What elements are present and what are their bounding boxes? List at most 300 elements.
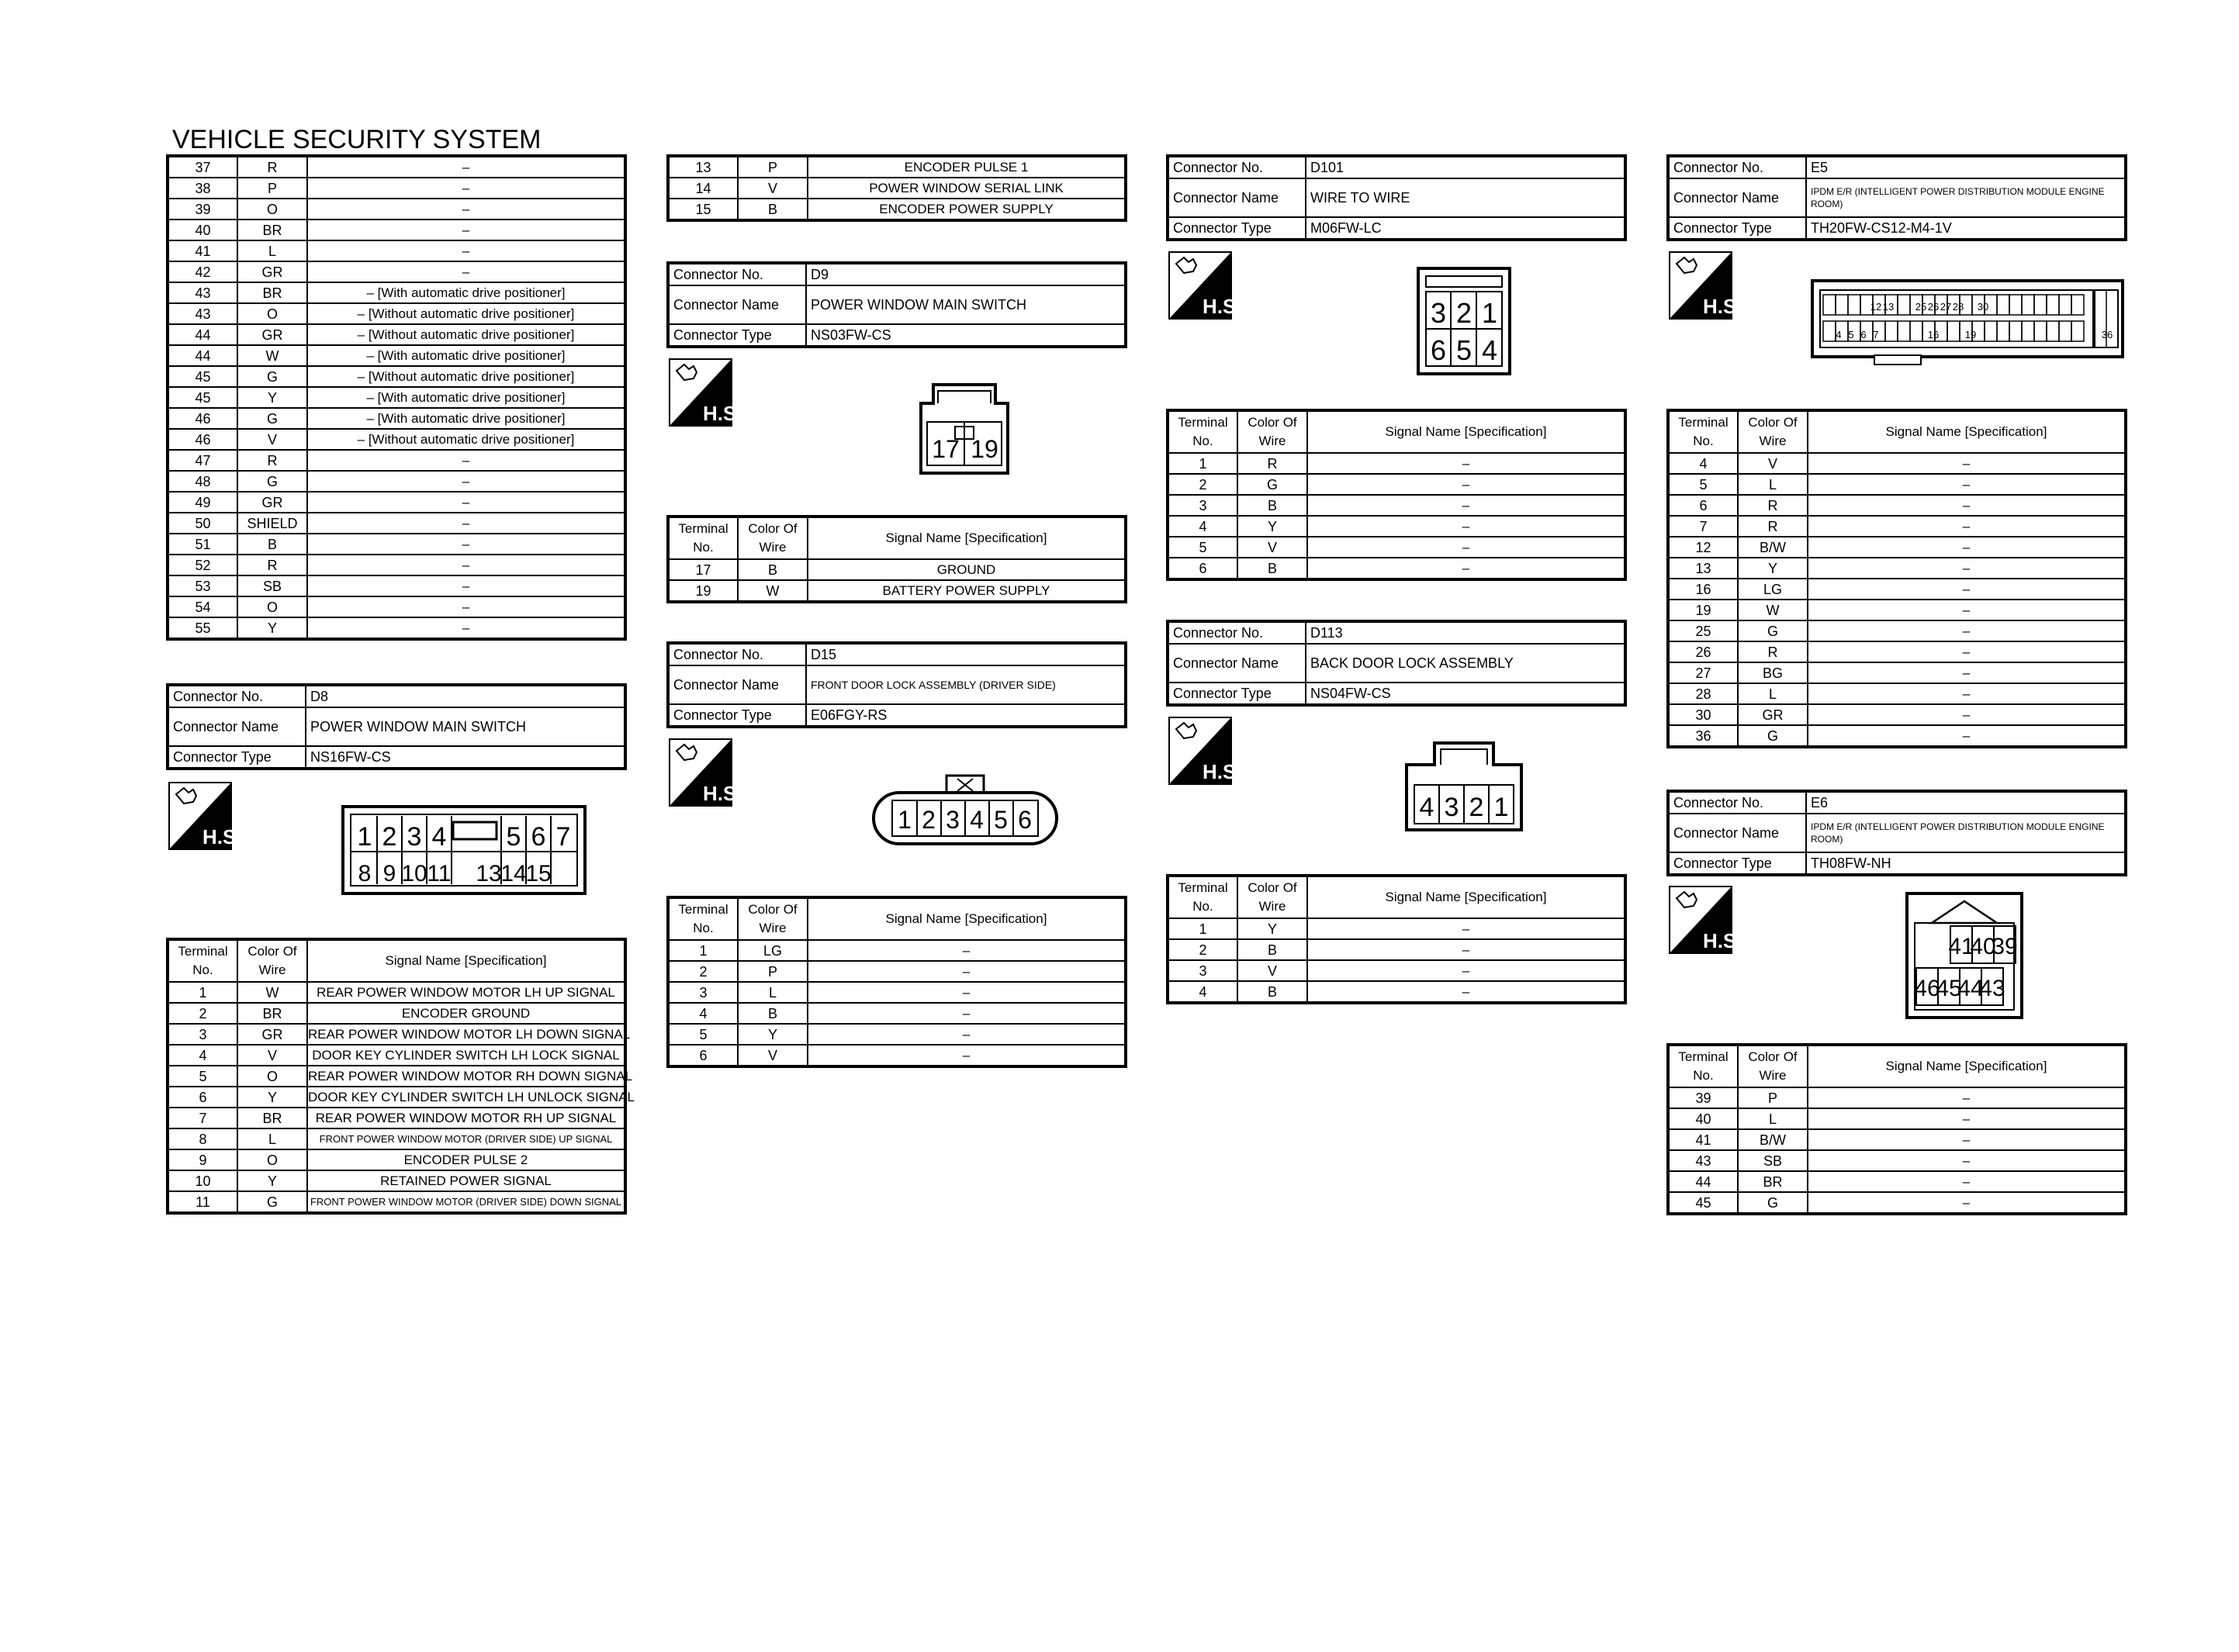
- color-cell: BR: [1738, 1171, 1808, 1192]
- terminal-cell: 25: [1668, 620, 1738, 641]
- color-cell: B: [738, 1003, 808, 1024]
- pin-label: 3: [1444, 793, 1459, 822]
- color-cell: L: [1738, 1108, 1808, 1129]
- pin-label: 4: [1419, 793, 1434, 822]
- pin-label: 2: [922, 806, 936, 834]
- color-cell: GR: [237, 1024, 307, 1045]
- signal-cell: – [Without automatic drive positioner]: [307, 429, 625, 450]
- connector-type-label: Connector Type: [1668, 852, 1806, 875]
- color-cell: G: [1738, 1192, 1808, 1214]
- table-row: [1168, 516, 1625, 537]
- table-row: [168, 450, 625, 471]
- signal-cell: –: [1307, 474, 1625, 495]
- col-color: Color Of Wire: [738, 517, 808, 559]
- connector-info-d9: [666, 261, 1127, 348]
- connector-name-value: IPDM E/R (INTELLIGENT POWER DISTRIBUTION MODULE ENGINE ROOM): [1806, 814, 2126, 852]
- pin-label: 3: [946, 806, 960, 834]
- table-row: [168, 1087, 625, 1108]
- pin-label: 36: [2101, 329, 2113, 340]
- connector-type-label: Connector Type: [1168, 683, 1306, 705]
- table-row: [668, 178, 1126, 199]
- connector-type-value: E06FGY-RS: [806, 704, 1126, 727]
- terminal-cell: 38: [168, 178, 237, 199]
- terminal-cell: 13: [668, 156, 738, 178]
- hs-label: H.S.: [202, 825, 242, 848]
- signal-cell: –: [808, 1003, 1126, 1024]
- connector-type-label: Connector Type: [668, 324, 806, 347]
- col-color: Color Of Wire: [1237, 876, 1307, 918]
- color-cell: V: [1237, 537, 1307, 558]
- signal-cell: GROUND: [808, 559, 1126, 580]
- terminal-cell: 15: [668, 199, 738, 220]
- table-row: [668, 559, 1126, 580]
- table-row: [668, 982, 1126, 1003]
- terminal-cell: 4: [668, 1003, 738, 1024]
- color-cell: GR: [237, 324, 307, 345]
- pin-label: 46: [1914, 976, 1940, 1001]
- color-cell: L: [237, 240, 307, 261]
- connector-info-d15: [666, 641, 1127, 728]
- connector-name-value: POWER WINDOW MAIN SWITCH: [806, 285, 1126, 324]
- signal-cell: REAR POWER WINDOW MOTOR LH DOWN SIGNAL: [307, 1024, 625, 1045]
- table-row: [1668, 1129, 2126, 1150]
- color-cell: V: [237, 429, 307, 450]
- connector-name-value: IPDM E/R (INTELLIGENT POWER DISTRIBUTION MODULE ENGINE ROOM): [1806, 178, 2126, 217]
- signal-cell: –: [1307, 537, 1625, 558]
- connector-diagram-d8: [341, 805, 587, 895]
- color-cell: R: [1738, 641, 1808, 662]
- terminal-cell: 13: [1668, 558, 1738, 579]
- signal-cell: FRONT POWER WINDOW MOTOR (DRIVER SIDE) UP SIGNAL: [307, 1128, 625, 1149]
- color-cell: G: [1237, 474, 1307, 495]
- connector-no-label: Connector No.: [1668, 156, 1806, 178]
- terminal-cell: 5: [1668, 474, 1738, 495]
- terminal-cell: 45: [1668, 1192, 1738, 1214]
- color-cell: G: [237, 366, 307, 387]
- connector-info-d113: [1166, 620, 1627, 707]
- hs-label: H.S.: [703, 782, 742, 805]
- terminal-cell: 46: [168, 429, 237, 450]
- table-row: [1168, 474, 1625, 495]
- terminal-cell: 6: [1668, 495, 1738, 516]
- connector-info-d101: [1166, 154, 1627, 241]
- pin-label: 5: [994, 806, 1008, 834]
- terminal-cell: 44: [1668, 1171, 1738, 1192]
- color-cell: L: [237, 1128, 307, 1149]
- color-cell: O: [237, 199, 307, 219]
- pin-label: 2: [382, 822, 397, 852]
- table-row: [1668, 683, 2126, 704]
- table-row: [168, 303, 625, 324]
- table-row: [168, 1024, 625, 1045]
- hs-icon: [168, 782, 242, 850]
- connector-no-value: D9: [806, 263, 1126, 285]
- signal-cell: –: [1808, 725, 2126, 747]
- connector-name-value: POWER WINDOW MAIN SWITCH: [306, 707, 625, 746]
- table-row: [168, 345, 625, 366]
- color-cell: Y: [1738, 558, 1808, 579]
- terminal-cell: 2: [168, 1003, 237, 1024]
- table-row: [168, 408, 625, 429]
- connector-name-value: FRONT DOOR LOCK ASSEMBLY (DRIVER SIDE): [806, 665, 1126, 704]
- pin-label: 8: [358, 861, 372, 886]
- table-row: [1668, 1087, 2126, 1108]
- color-cell: G: [1738, 725, 1808, 747]
- color-cell: BR: [237, 282, 307, 303]
- signal-cell: REAR POWER WINDOW MOTOR RH UP SIGNAL: [307, 1108, 625, 1128]
- signal-cell: –: [307, 471, 625, 492]
- table-row: [168, 282, 625, 303]
- signal-cell: – [With automatic drive positioner]: [307, 345, 625, 366]
- terminal-cell: 6: [668, 1045, 738, 1066]
- connector-no-label: Connector No.: [668, 643, 806, 665]
- col-terminal: Terminal No.: [1668, 1045, 1738, 1087]
- signal-cell: –: [1808, 1171, 2126, 1192]
- terminal-cell: 4: [1168, 981, 1237, 1003]
- table-row: [168, 555, 625, 575]
- color-cell: B: [237, 534, 307, 555]
- table-row: [1168, 939, 1625, 960]
- terminal-cell: 5: [168, 1066, 237, 1087]
- pin-label: 2: [1469, 793, 1484, 822]
- table-row: [168, 261, 625, 282]
- color-cell: Y: [237, 617, 307, 639]
- signal-cell: –: [307, 450, 625, 471]
- signal-cell: –: [808, 1024, 1126, 1045]
- pin-label: 39: [1992, 934, 2018, 959]
- signal-cell: –: [1808, 620, 2126, 641]
- signal-cell: –: [1307, 453, 1625, 474]
- signal-cell: –: [1808, 516, 2126, 537]
- pin-label: 6: [531, 822, 546, 852]
- hs-icon: [1168, 251, 1242, 320]
- connector-type-label: Connector Type: [168, 746, 306, 769]
- signal-cell: – [With automatic drive positioner]: [307, 282, 625, 303]
- table-row: [168, 513, 625, 534]
- connector-name-label: Connector Name: [1668, 814, 1806, 852]
- pin-label: 11: [427, 861, 452, 886]
- signal-cell: –: [1307, 918, 1625, 939]
- color-cell: Y: [237, 1087, 307, 1108]
- table-row: [168, 1066, 625, 1087]
- connector-no-value: E6: [1806, 791, 2126, 814]
- terminal-cell: 5: [1168, 537, 1237, 558]
- table-row: [168, 240, 625, 261]
- color-cell: P: [738, 156, 808, 178]
- table-row: [1668, 704, 2126, 725]
- terminal-cell: 2: [668, 961, 738, 982]
- table-row: [168, 575, 625, 596]
- color-cell: B: [738, 559, 808, 580]
- signal-cell: –: [307, 240, 625, 261]
- table-row: [168, 1045, 625, 1066]
- terminal-cell: 8: [168, 1128, 237, 1149]
- color-cell: G: [1738, 620, 1808, 641]
- terminal-cell: 9: [168, 1149, 237, 1170]
- pin-label: 1: [1481, 297, 1498, 329]
- color-cell: O: [237, 1149, 307, 1170]
- pin-label: 43: [1979, 976, 2005, 1001]
- pin-label: 13: [476, 861, 502, 886]
- pin-label: 19: [971, 435, 998, 463]
- table-row: [1668, 516, 2126, 537]
- terminal-cell: 45: [168, 387, 237, 408]
- signal-cell: –: [1808, 704, 2126, 725]
- terminal-cell: 14: [668, 178, 738, 199]
- table-row: [168, 1108, 625, 1128]
- pin-table-e6: [1666, 1043, 2127, 1215]
- table-row: [1168, 453, 1625, 474]
- signal-cell: DOOR KEY CYLINDER SWITCH LH LOCK SIGNAL: [307, 1045, 625, 1066]
- pin-label: 14: [500, 861, 527, 886]
- col-terminal: Terminal No.: [668, 897, 738, 940]
- color-cell: R: [1738, 516, 1808, 537]
- connector-no-label: Connector No.: [1168, 156, 1306, 178]
- connector-name-label: Connector Name: [1168, 178, 1306, 217]
- pin-label: 1: [357, 822, 372, 852]
- pin-label: 9: [382, 861, 396, 886]
- pin-label: 17: [932, 435, 960, 463]
- color-cell: R: [237, 450, 307, 471]
- pin-label: 7: [555, 822, 571, 852]
- signal-cell: –: [808, 1045, 1126, 1066]
- table-row: [668, 940, 1126, 961]
- terminal-cell: 54: [168, 596, 237, 617]
- signal-cell: – [With automatic drive positioner]: [307, 387, 625, 408]
- table-row: [668, 1024, 1126, 1045]
- col-color: Color Of Wire: [738, 897, 808, 940]
- pin-table-d9: [666, 515, 1127, 603]
- pin-table-continued-left: [166, 154, 627, 641]
- table-row: [668, 961, 1126, 982]
- signal-cell: –: [307, 156, 625, 178]
- signal-cell: –: [1808, 579, 2126, 600]
- table-row: [1668, 1192, 2126, 1214]
- pin-label: 1: [898, 806, 912, 834]
- table-row: [1668, 641, 2126, 662]
- terminal-cell: 12: [1668, 537, 1738, 558]
- signal-cell: – [Without automatic drive positioner]: [307, 324, 625, 345]
- color-cell: L: [738, 982, 808, 1003]
- connector-no-label: Connector No.: [1668, 791, 1806, 814]
- connector-name-label: Connector Name: [168, 707, 306, 746]
- terminal-cell: 6: [168, 1087, 237, 1108]
- pin-label: 3: [1430, 297, 1447, 329]
- table-row: [1168, 981, 1625, 1003]
- signal-cell: –: [1307, 960, 1625, 981]
- terminal-cell: 36: [1668, 725, 1738, 747]
- connector-name-label: Connector Name: [668, 285, 806, 324]
- connector-type-value: NS04FW-CS: [1306, 683, 1625, 705]
- terminal-cell: 43: [1668, 1150, 1738, 1171]
- table-row: [1668, 495, 2126, 516]
- col-terminal: Terminal No.: [668, 517, 738, 559]
- connector-info-e5: [1666, 154, 2127, 241]
- terminal-cell: 10: [168, 1170, 237, 1191]
- signal-cell: –: [307, 534, 625, 555]
- col-terminal: Terminal No.: [168, 939, 237, 982]
- terminal-cell: 43: [168, 282, 237, 303]
- terminal-cell: 44: [168, 324, 237, 345]
- pin-label: 19: [1964, 329, 1977, 340]
- color-cell: P: [1738, 1087, 1808, 1108]
- terminal-cell: 42: [168, 261, 237, 282]
- hs-icon: [669, 358, 742, 427]
- connector-diagram-d15: [872, 774, 1058, 845]
- pin-table-d101: [1166, 409, 1627, 581]
- signal-cell: – [With automatic drive positioner]: [307, 408, 625, 429]
- table-row: [1668, 1108, 2126, 1129]
- table-row: [1168, 495, 1625, 516]
- signal-cell: –: [307, 261, 625, 282]
- pin-label: 2: [1455, 297, 1472, 329]
- terminal-cell: 37: [168, 156, 237, 178]
- table-row: [1668, 1171, 2126, 1192]
- color-cell: B: [738, 199, 808, 220]
- color-cell: BG: [1738, 662, 1808, 683]
- color-cell: BR: [237, 1003, 307, 1024]
- signal-cell: –: [307, 492, 625, 513]
- signal-cell: ENCODER PULSE 2: [307, 1149, 625, 1170]
- terminal-cell: 4: [1668, 453, 1738, 474]
- table-row: [1668, 558, 2126, 579]
- signal-cell: DOOR KEY CYLINDER SWITCH LH UNLOCK SIGNAL: [307, 1087, 625, 1108]
- color-cell: B: [1237, 939, 1307, 960]
- connector-name-label: Connector Name: [668, 665, 806, 704]
- terminal-cell: 11: [168, 1191, 237, 1213]
- connector-name-value: WIRE TO WIRE: [1306, 178, 1625, 217]
- table-row: [168, 1149, 625, 1170]
- pin-label: 12: [1870, 301, 1882, 313]
- signal-cell: –: [808, 982, 1126, 1003]
- terminal-cell: 50: [168, 513, 237, 534]
- pin-label: 4: [1481, 334, 1498, 366]
- table-row: [1668, 1150, 2126, 1171]
- color-cell: B/W: [1738, 1129, 1808, 1150]
- signal-cell: –: [1808, 474, 2126, 495]
- pin-table-d15: [666, 896, 1127, 1068]
- table-row: [668, 580, 1126, 602]
- table-row: [168, 617, 625, 639]
- terminal-cell: 3: [1168, 495, 1237, 516]
- col-signal: Signal Name [Specification]: [1808, 410, 2126, 453]
- connector-type-value: TH08FW-NH: [1806, 852, 2126, 875]
- col-signal: Signal Name [Specification]: [1808, 1045, 2126, 1087]
- terminal-cell: 1: [668, 940, 738, 961]
- terminal-cell: 49: [168, 492, 237, 513]
- terminal-cell: 45: [168, 366, 237, 387]
- pin-label: 41: [1948, 934, 1974, 959]
- col-color: Color Of Wire: [237, 939, 307, 982]
- signal-cell: REAR POWER WINDOW MOTOR LH UP SIGNAL: [307, 982, 625, 1003]
- col-terminal: Terminal No.: [1668, 410, 1738, 453]
- table-row: [1168, 960, 1625, 981]
- color-cell: Y: [1237, 516, 1307, 537]
- table-row: [168, 324, 625, 345]
- color-cell: B: [1237, 495, 1307, 516]
- color-cell: V: [738, 1045, 808, 1066]
- color-cell: B/W: [1738, 537, 1808, 558]
- color-cell: V: [237, 1045, 307, 1066]
- terminal-cell: 6: [1168, 558, 1237, 579]
- table-row: [168, 534, 625, 555]
- signal-cell: FRONT POWER WINDOW MOTOR (DRIVER SIDE) DOWN SIGNAL: [307, 1191, 625, 1213]
- signal-cell: – [Without automatic drive positioner]: [307, 303, 625, 324]
- pin-label: 25: [1915, 301, 1927, 313]
- color-cell: GR: [1738, 704, 1808, 725]
- table-row: [1168, 537, 1625, 558]
- connector-diagram-e6: [1905, 892, 2023, 1019]
- connector-type-label: Connector Type: [1668, 217, 1806, 240]
- col-color: Color Of Wire: [1237, 410, 1307, 453]
- terminal-cell: 53: [168, 575, 237, 596]
- pin-label: 44: [1957, 976, 1984, 1001]
- pin-label: 4: [1836, 329, 1842, 340]
- table-row: [168, 1170, 625, 1191]
- connector-info-e6: [1666, 790, 2127, 876]
- terminal-cell: 41: [1668, 1129, 1738, 1150]
- color-cell: L: [1738, 683, 1808, 704]
- signal-cell: – [Without automatic drive positioner]: [307, 366, 625, 387]
- terminal-cell: 39: [1668, 1087, 1738, 1108]
- signal-cell: –: [1808, 1087, 2126, 1108]
- pin-label: 45: [1936, 976, 1962, 1001]
- table-row: [168, 366, 625, 387]
- color-cell: BR: [237, 1108, 307, 1128]
- table-row: [1168, 918, 1625, 939]
- table-row: [168, 199, 625, 219]
- terminal-cell: 28: [1668, 683, 1738, 704]
- pin-label: 5: [506, 822, 521, 852]
- table-row: [168, 492, 625, 513]
- connector-diagram-d113: [1405, 741, 1523, 831]
- pin-label: 4: [970, 806, 984, 834]
- col-signal: Signal Name [Specification]: [1307, 876, 1625, 918]
- signal-cell: –: [1808, 683, 2126, 704]
- table-row: [1668, 453, 2126, 474]
- table-row: [668, 199, 1126, 220]
- signal-cell: –: [1808, 1108, 2126, 1129]
- hs-label: H.S.: [703, 402, 742, 425]
- pin-table-d113: [1166, 874, 1627, 1004]
- color-cell: Y: [237, 1170, 307, 1191]
- table-row: [168, 156, 625, 178]
- table-row: [168, 982, 625, 1003]
- color-cell: G: [237, 471, 307, 492]
- signal-cell: REAR POWER WINDOW MOTOR RH DOWN SIGNAL: [307, 1066, 625, 1087]
- table-row: [1168, 558, 1625, 579]
- signal-cell: –: [1808, 1129, 2126, 1150]
- pin-label: 26: [1927, 301, 1940, 313]
- color-cell: O: [237, 1066, 307, 1087]
- pin-table-continued-col2: [666, 154, 1127, 222]
- table-row: [168, 1191, 625, 1213]
- signal-cell: –: [307, 513, 625, 534]
- connector-no-value: D15: [806, 643, 1126, 665]
- terminal-cell: 1: [1168, 453, 1237, 474]
- color-cell: W: [237, 982, 307, 1003]
- terminal-cell: 52: [168, 555, 237, 575]
- connector-no-value: D113: [1306, 621, 1625, 644]
- connector-name-label: Connector Name: [1168, 644, 1306, 683]
- table-row: [668, 156, 1126, 178]
- connector-no-label: Connector No.: [1168, 621, 1306, 644]
- pin-label: 6: [1018, 806, 1032, 834]
- connector-no-value: E5: [1806, 156, 2126, 178]
- signal-cell: –: [1307, 558, 1625, 579]
- terminal-cell: 40: [1668, 1108, 1738, 1129]
- signal-cell: –: [1808, 641, 2126, 662]
